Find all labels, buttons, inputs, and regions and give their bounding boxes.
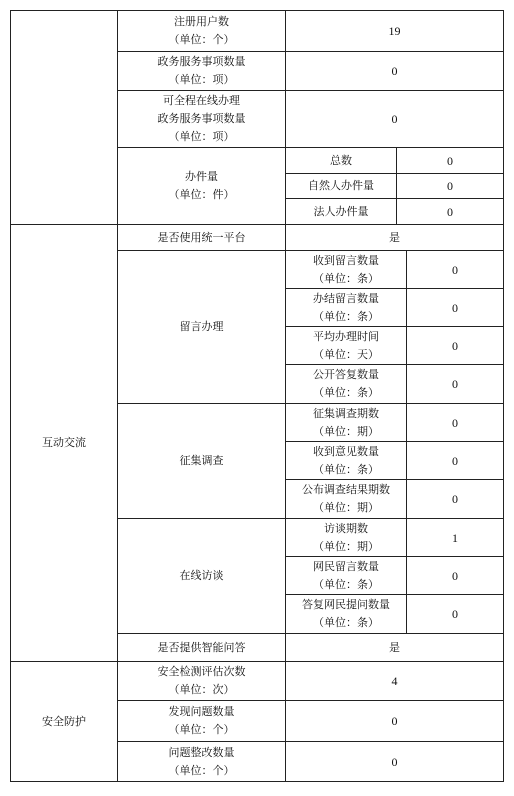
survey-periods-label: 征集调查期数 （单位：期） (285, 403, 407, 442)
survey-periods-value: 0 (406, 403, 504, 442)
smart-qa-value: 是 (285, 633, 504, 662)
survey-opinions-label: 收到意见数量 （单位：条） (285, 441, 407, 480)
survey-results-value: 0 (406, 479, 504, 519)
registered-users-value: 19 (285, 10, 504, 52)
registered-users-label: 注册用户数 （单位：个） (117, 10, 286, 52)
cases-person-value: 0 (396, 173, 504, 199)
msg-received-value: 0 (406, 250, 504, 289)
msg-avg-time-label: 平均办理时间 （单位：天） (285, 326, 407, 365)
unified-platform-value: 是 (285, 224, 504, 251)
cases-label: 办件量 （单位：件） (117, 147, 286, 225)
online-items-label: 可全程在线办理 政务服务事项数量 （单位：项） (117, 90, 286, 148)
messages-label: 留言办理 (117, 250, 286, 404)
interview-answers-label: 答复网民提问数量 （单位：条） (285, 594, 407, 634)
interview-questions-value: 0 (406, 556, 504, 595)
sec-issues-label: 发现问题数量 （单位：个） (117, 700, 286, 742)
service-items-value: 0 (285, 51, 504, 91)
statistics-table (10, 10, 504, 782)
survey-results-label: 公布调查结果期数 （单位：期） (285, 479, 407, 519)
sec-checks-value: 4 (285, 661, 504, 701)
msg-avg-time-value: 0 (406, 326, 504, 365)
interview-questions-label: 网民留言数量 （单位：条） (285, 556, 407, 595)
msg-public-value: 0 (406, 364, 504, 404)
msg-received-label: 收到留言数量 （单位：条） (285, 250, 407, 289)
msg-handled-value: 0 (406, 288, 504, 327)
online-items-value: 0 (285, 90, 504, 148)
cases-total-label: 总数 (285, 147, 397, 174)
interview-periods-value: 1 (406, 518, 504, 557)
group-cell-top (10, 10, 118, 225)
sec-checks-label: 安全检测评估次数 （单位：次） (117, 661, 286, 701)
survey-label: 征集调查 (117, 403, 286, 519)
msg-public-label: 公开答复数量 （单位：条） (285, 364, 407, 404)
group-cell-security: 安全防护 (10, 661, 118, 782)
sec-issues-value: 0 (285, 700, 504, 742)
cases-total-value: 0 (396, 147, 504, 174)
service-items-label: 政务服务事项数量 （单位：项） (117, 51, 286, 91)
sec-fixed-label: 问题整改数量 （单位：个） (117, 741, 286, 782)
interview-label: 在线访谈 (117, 518, 286, 634)
interview-answers-value: 0 (406, 594, 504, 634)
unified-platform-label: 是否使用统一平台 (117, 224, 286, 251)
cases-legal-label: 法人办件量 (285, 198, 397, 225)
msg-handled-label: 办结留言数量 （单位：条） (285, 288, 407, 327)
group-cell-interaction: 互动交流 (10, 224, 118, 662)
sec-fixed-value: 0 (285, 741, 504, 782)
cases-person-label: 自然人办件量 (285, 173, 397, 199)
smart-qa-label: 是否提供智能问答 (117, 633, 286, 662)
cases-legal-value: 0 (396, 198, 504, 225)
interview-periods-label: 访谈期数 （单位：期） (285, 518, 407, 557)
survey-opinions-value: 0 (406, 441, 504, 480)
